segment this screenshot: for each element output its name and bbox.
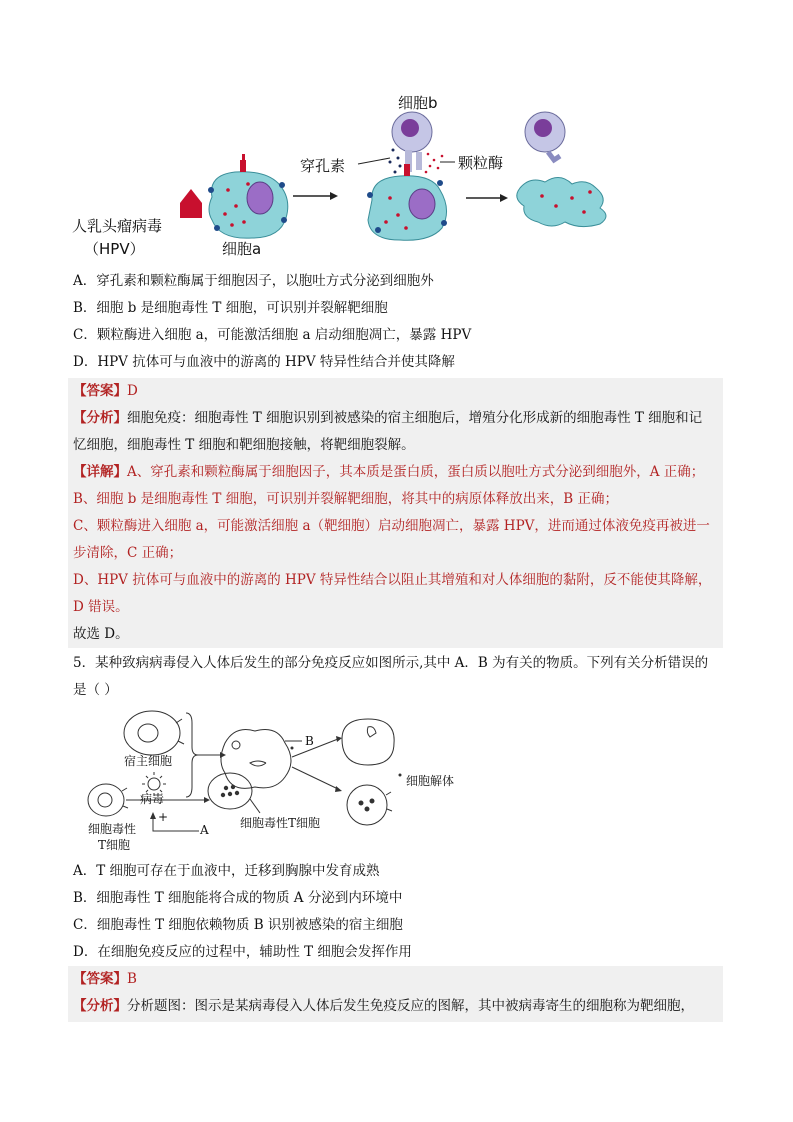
infected-target-cell-icon (221, 730, 291, 789)
hpv-abbr-label: （HPV） (84, 240, 145, 258)
cytotoxic-t-cell-left-icon (88, 784, 124, 816)
q5-option-a: A．T 细胞可存在于血液中，迁移到胸腺中发育成熟 (73, 863, 380, 879)
hpv-label: 人乳头瘤病毒 (72, 217, 163, 235)
q4-analysis-line-1 (73, 405, 723, 432)
hpv-virus-icon (180, 189, 202, 218)
q4-detail-line-2: B、细胞 b 是细胞毒性 T 细胞，可识别并裂解靶细胞，将其中的病原体释放出来，B 正确； (73, 491, 618, 507)
new-cytotoxic-t-cell-icon (347, 785, 387, 825)
q4-detail-line-1 (73, 459, 723, 486)
q5-answer (73, 966, 723, 993)
q5-stem-line-2: 是（ ） (73, 682, 118, 698)
detail-text: A、穿孔素和颗粒酶属于细胞因子，其本质是蛋白质，蛋白质以胞吐方式分泌到细胞外，A 正确； (127, 464, 705, 480)
q4-detail-line-4: 步清除，C 正确； (73, 545, 183, 561)
host-cell-label: 宿主细胞 (124, 754, 173, 768)
q4-analysis-line-2: 忆细胞，细胞毒性 T 细胞和靶细胞接触，将靶细胞裂解。 (73, 437, 415, 453)
cytotoxic-t-cell-mid-label: 细胞毒性T细胞 (240, 816, 321, 830)
cell-a-icon (208, 154, 288, 238)
q4-detail-line-6: D 错误。 (73, 599, 129, 615)
analysis-tag: 【分析】 (73, 998, 127, 1014)
cytotoxic-t-cell-mid-icon (208, 773, 252, 809)
q4-detail-line-5: D、HPV 抗体可与血液中的游离的 HPV 特异性结合以阻止其增殖和对人体细胞的黏附，反不能使其降解， (73, 572, 712, 588)
answer-tag: 【答案】 (73, 971, 127, 987)
q5-option-c: C．细胞毒性 T 细胞依赖物质 B 识别被感染的宿主细胞 (73, 917, 403, 933)
virus-label: 病毒 (140, 792, 165, 806)
detail-tag: 【详解】 (73, 464, 127, 480)
granzyme-label: 颗粒酶 (458, 154, 504, 172)
cytotoxic-t-cell-left-label-1: 细胞毒性 (88, 822, 137, 836)
q4-answer (73, 378, 723, 405)
cell-b-label: 细胞b (398, 94, 438, 112)
q4-option-b: B．细胞 b 是细胞毒性 T 细胞，可识别并裂解靶细胞 (73, 300, 388, 316)
answer-value: D (127, 383, 138, 399)
q5-analysis (73, 993, 723, 1020)
plus-sign: + (158, 810, 169, 824)
figure-1-drawing (60, 80, 700, 270)
q4-option-c: C．颗粒酶进入细胞 a，可能激活细胞 a 启动细胞凋亡，暴露 HPV (73, 327, 472, 343)
cell-b-detached-icon (525, 112, 565, 160)
cell-lysis-label: 细胞解体 (406, 774, 455, 788)
analysis-text: 细胞免疫：细胞毒性 T 细胞识别到被感染的宿主细胞后，增殖分化形成新的细胞毒性 T 细胞和记 (127, 410, 703, 426)
analysis-text: 分析题图：图示是某病毒侵入人体后发生免疫反应的图解，其中被病毒寄生的细胞称为靶细胞， (127, 998, 694, 1014)
q5-option-d: D．在细胞免疫反应的过程中，辅助性 T 细胞会发挥作用 (73, 944, 412, 960)
substance-a-label: A (200, 823, 209, 837)
cell-a-lysing-icon (367, 164, 447, 240)
q4-option-a: A．穿孔素和颗粒酶属于细胞因子，以胞吐方式分泌到细胞外 (73, 273, 434, 289)
lysed-cell-fragments-icon (517, 177, 606, 226)
perforin-label: 穿孔素 (300, 157, 346, 175)
answer-tag: 【答案】 (73, 383, 127, 399)
lysed-cell-icon (342, 719, 394, 765)
q5-option-b: B．细胞毒性 T 细胞能将合成的物质 A 分泌到内环境中 (73, 890, 403, 906)
virus-icon (148, 778, 160, 790)
cell-a-label: 细胞a (222, 240, 262, 258)
q4-detail-line-3: C、颗粒酶进入细胞 a，可能激活细胞 a（靶细胞）启动细胞凋亡，暴露 HPV，进而通过体液免疫再被进一 (73, 518, 710, 534)
substance-b-label: B (305, 734, 314, 748)
q4-conclusion: 故选 D。 (73, 626, 129, 642)
q5-stem-line-1: 5．某种致病病毒侵入人体后发生的部分免疫反应如图所示,其中 A．B 为有关的物质。下列有关分析错误的 (73, 655, 709, 671)
analysis-tag: 【分析】 (73, 410, 127, 426)
answer-value: B (127, 971, 137, 987)
q4-option-d: D．HPV 抗体可与血液中的游离的 HPV 特异性结合并使其降解 (73, 354, 455, 370)
cell-b-icon (392, 112, 432, 172)
host-cell-icon (124, 711, 180, 755)
cytotoxic-t-cell-left-label-2: T细胞 (98, 838, 131, 852)
